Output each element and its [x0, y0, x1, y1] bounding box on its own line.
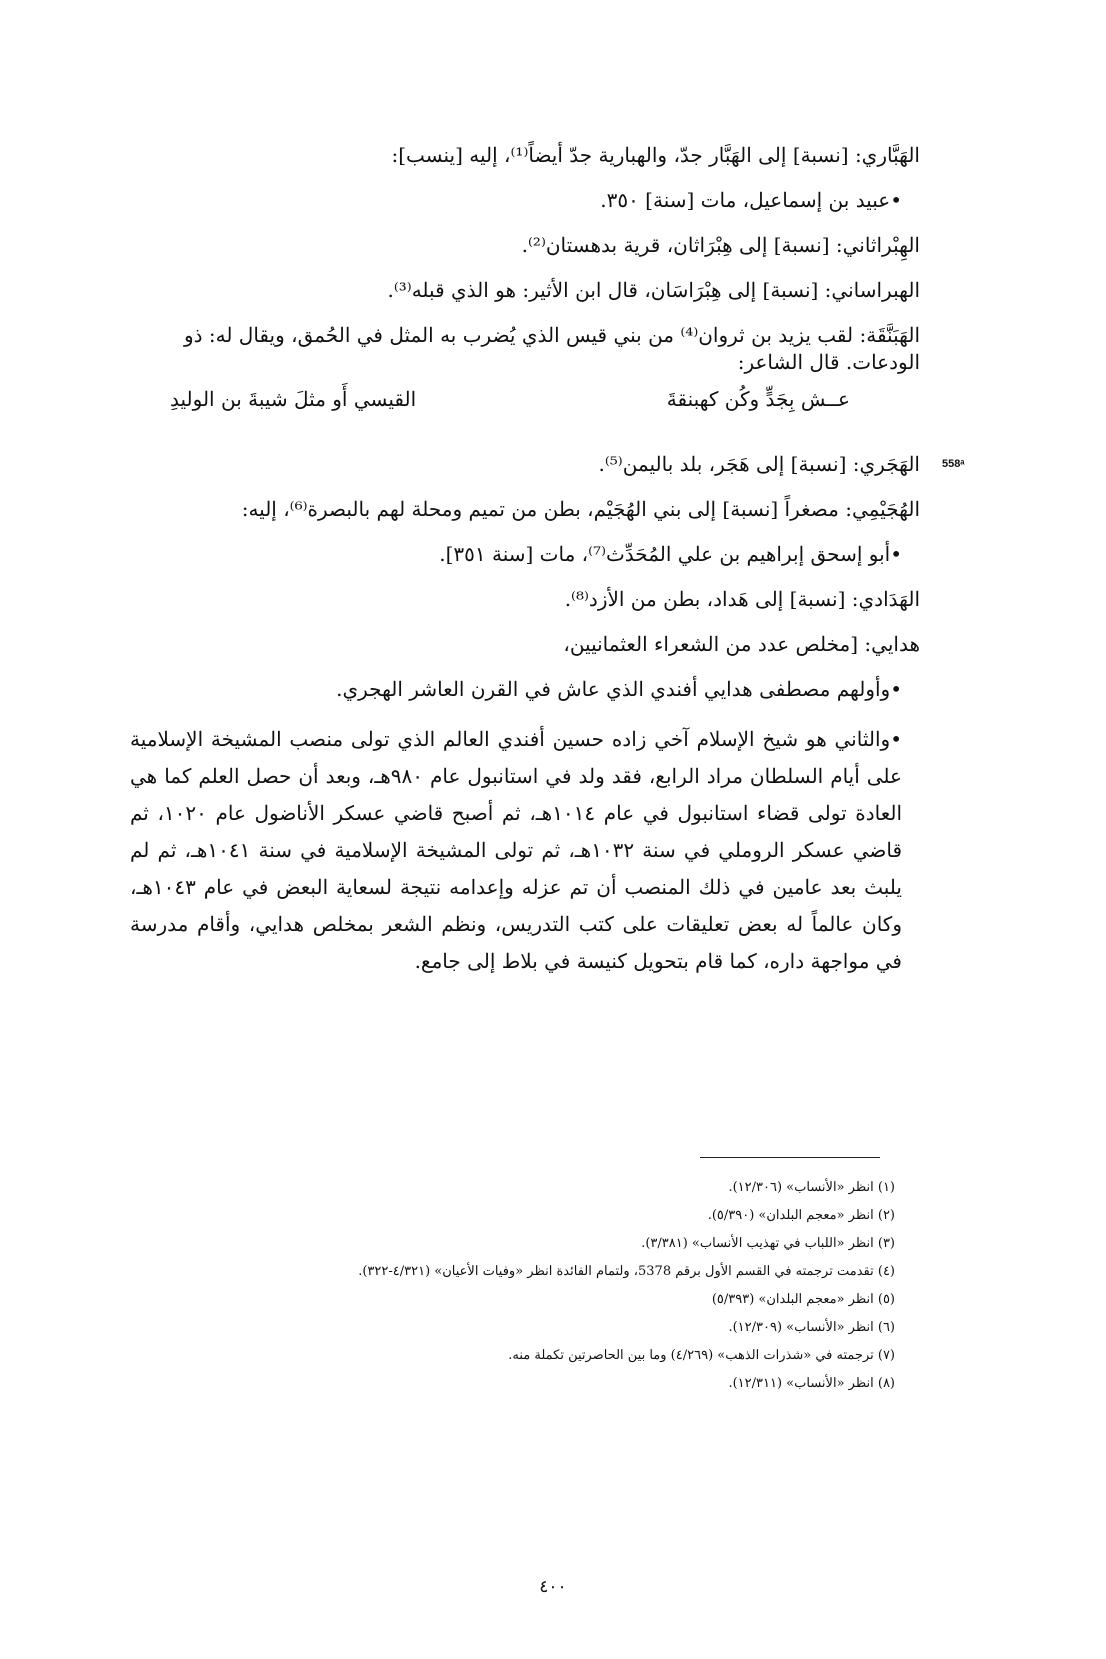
poem-hemistich-second: القيسي أَو مثلَ شيبةَ بن الوليدِ	[170, 387, 417, 411]
page-number: ٤٠٠	[539, 1577, 567, 1597]
footnote-separator	[700, 1157, 880, 1158]
footnote: (٥) انظر «معجم البلدان» (٥/٣٩٣)	[711, 1292, 895, 1307]
person-8520	[130, 721, 902, 980]
footnotes	[300, 1179, 895, 1403]
person-8519	[130, 676, 902, 703]
poem-verse	[130, 386, 920, 413]
person-8517	[130, 187, 902, 214]
entry-hujaymi: الهُجَيْمِي: مصغراً [نسبة] إلى بني الهُجَيْم، بطن من تميم ومحلة لهم بالبصرة⁽⁶⁾، إليه:	[241, 497, 920, 521]
person-text: •والثاني هو شيخ الإسلام آخي زاده حسين أفندي العالم الذي تولى منصب المشيخة الإسلامية على أيام السلطان مراد الرابع، فقد ولد في استانبول عام ٩٨٠هـ، وبعد أن حصل العلم كما هي العادة تولى قضاء استانبول في عام ١٠١٤هـ، ثم أصبح قاضي عسكر الأناضول عام ١٠٢٠، ثم قاضي عسكر الروملي في سنة ١٠٣٢هـ، ثم تولى المشيخة الإسلامية في سنة ١٠٤١هـ، ثم لم يلبث بعد عامين في ذلك المنصب أن تم عزله وإعدامه نتيجة لسعاية البعض في عام ١٠٤٣هـ، وكان عالماً له بعض تعليقات على كتب التدريس، ونظم الشعر بمخلص هدايي، وأقام مدرسة في مواجهة داره، كما قام بتحويل كنيسة في بلاط إلى جامع.	[130, 727, 903, 973]
margin-folio-mark: 558ᵃ	[942, 458, 965, 470]
entry-habrasani: الهبراساني: [نسبة] إلى هِبْرَاسَان، قال ابن الأثير: هو الذي قبله⁽³⁾.	[387, 278, 920, 302]
entry-habannaqa: الهَبَنَّقَة: لقب يزيد بن ثروان⁽⁴⁾ من بني قيس الذي يُضرب به المثل في الحُمق، ويقال له: ذو الودعات. قال الشاعر:	[183, 323, 920, 374]
footnote: (٧) ترجمته في «شذرات الذهب» (٤/٢٦٩) وما بين الحاصرتين تكملة منه.	[508, 1348, 895, 1363]
footnote: (٤) تقدمت ترجمته في القسم الأول برقم 5378، ولتمام الفائدة انظر «وفيات الأعيان» (٤/٣٢١-٣٢٢).	[358, 1264, 895, 1279]
main-text	[130, 142, 920, 998]
entry-hajari: الهَجَري: [نسبة] إلى هَجَر، بلد باليمن⁽⁵⁾.	[598, 452, 920, 476]
person-8518	[130, 541, 902, 568]
entry-hadadi: الهَدَادي: [نسبة] إلى هَداد، بطن من الأزد⁽⁸⁾.	[564, 587, 920, 611]
entry-hudayi: هدايي: [مخلص عدد من الشعراء العثمانيين،	[563, 632, 920, 656]
person-text: •وأولهم مصطفى هدايي أفندي الذي عاش في القرن العاشر الهجري.	[336, 677, 902, 701]
entry-hubbari: الهَبَّاري: [نسبة] إلى الهَبَّار جدّ، والهبارية جدّ أيضاً⁽¹⁾، إليه [ينسب]:	[391, 143, 920, 167]
poem-hemistich-first: عــش بِجَدٍّ وكُن كهبنقةَ	[666, 387, 850, 411]
person-text: •عبيد بن إسماعيل، مات [سنة] ٣٥٠.	[600, 188, 902, 212]
footnote: (٢) انظر «معجم البلدان» (٥/٣٩٠).	[707, 1208, 895, 1223]
person-text: •أبو إسحق إبراهيم بن علي المُحَدِّث⁽⁷⁾، مات [سنة ٣٥١].	[439, 542, 902, 566]
footnote: (١) انظر «الأنساب» (١٢/٣٠٦).	[728, 1180, 895, 1195]
footnote: (٣) انظر «اللباب في تهذيب الأنساب» (٣/٣٨١).	[641, 1236, 895, 1251]
entry-habrathani: الهِبْراثاني: [نسبة] إلى هِبْرَاثان، قرية بدهستان⁽²⁾.	[521, 233, 920, 257]
footnote: (٨) انظر «الأنساب» (١٢/٣١١).	[728, 1376, 895, 1391]
footnote: (٦) انظر «الأنساب» (١٢/٣٠٩).	[728, 1320, 895, 1335]
